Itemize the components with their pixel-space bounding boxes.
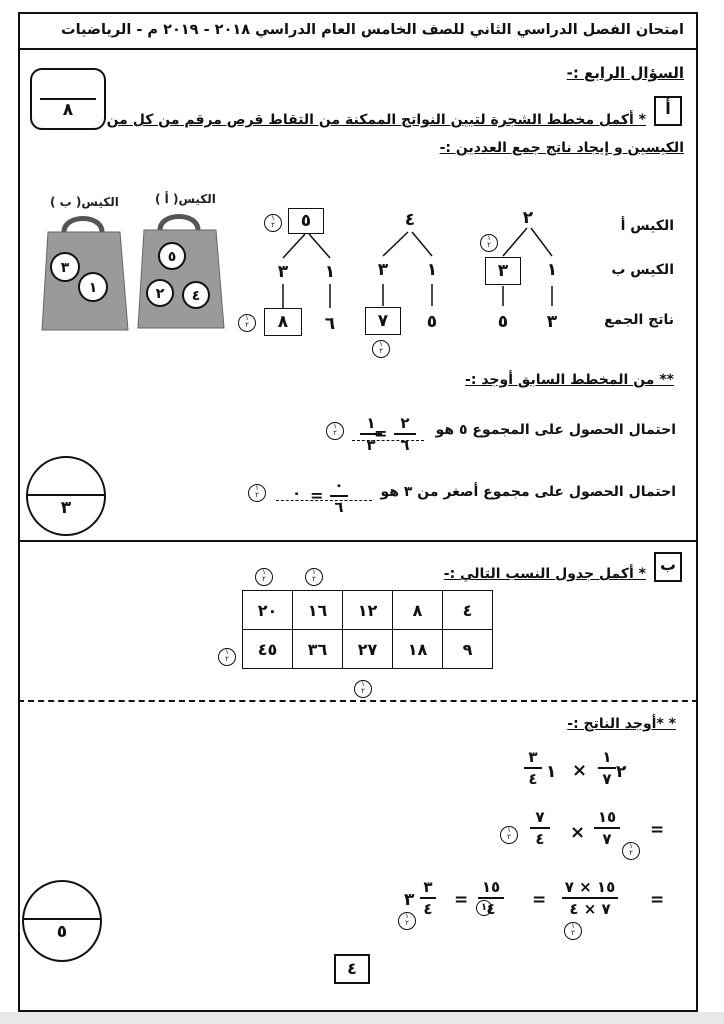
fraction: ١٥ × ٧ ٧ × ٤	[562, 878, 618, 918]
half-mark-icon: ١ ٢	[354, 680, 372, 698]
half-mark-icon: ١ ٢	[500, 826, 518, 844]
from-diagram-heading: ** من المخطط السابق أوجد :-	[465, 372, 674, 388]
probability-1-simplified: ١ ٣	[360, 414, 382, 454]
table-row	[243, 630, 493, 669]
dashed-divider	[18, 700, 698, 702]
bag-a-label: الكيس( أ )	[155, 192, 216, 206]
scan-edge	[0, 1012, 724, 1024]
part-b-instruction: * أكمل جدول النسب التالي :-	[443, 566, 646, 582]
answer-line	[276, 500, 372, 501]
tree3-sum-right: ٦	[324, 314, 336, 334]
equals-sign: =	[374, 424, 388, 443]
bag-a-icon	[132, 208, 232, 332]
mixed-whole: ٢	[616, 762, 627, 782]
part-a-label: أ	[654, 96, 682, 126]
times-sign: ×	[570, 822, 586, 843]
table-cell: ١٢	[343, 591, 393, 630]
tree2-top: ٤	[404, 210, 416, 230]
table-cell: ٨	[393, 591, 443, 630]
bag-b-label: الكيس( ب )	[50, 195, 119, 209]
bag-a-disc: ٢	[146, 279, 174, 307]
probability-1-text: احتمال الحصول على المجموع ٥ هو	[435, 422, 676, 438]
part-a-score-circle	[26, 456, 106, 536]
times-sign: ×	[572, 760, 588, 781]
half-mark-icon: ١ ٢	[248, 484, 266, 502]
section-divider	[18, 540, 698, 542]
tree2-left: ٣	[377, 260, 389, 280]
table-cell: ٤٥	[243, 630, 293, 669]
half-mark-icon: ١ ٢	[255, 568, 273, 586]
probability-2-answer: ٠ ٦	[330, 476, 348, 516]
row-label-bag-a: الكيس أ	[620, 218, 674, 234]
bag-a-disc: ٤	[182, 281, 210, 309]
bag-b-disc: ١	[78, 272, 108, 302]
cancel-circle: ١	[476, 900, 492, 916]
half-mark-icon: ١ ٢	[622, 842, 640, 860]
probability-2-text: احتمال الحصول على مجموع أصغر من ٣ هو	[380, 484, 676, 500]
tree3-sum-left: ٨	[264, 308, 302, 336]
row-label-bag-b: الكيس ب	[611, 262, 674, 278]
half-mark-icon: ١ ٢	[564, 922, 582, 940]
part-b-score-circle	[22, 880, 102, 962]
table-cell: ٢٧	[343, 630, 393, 669]
table-cell: ١٨	[393, 630, 443, 669]
half-mark-icon: ١ ٢	[218, 648, 236, 666]
part-b-label: ب	[654, 552, 682, 582]
table-cell: ٩	[443, 630, 493, 669]
mixed-fraction: ١ ٧	[598, 748, 616, 788]
part-a-instruction-2: الكيسين و إيجاد ناتج جمع العددين :-	[439, 140, 684, 156]
equals-sign: =	[532, 890, 547, 910]
tree1-sum-right: ٣	[546, 312, 558, 332]
part-a-score: ٣	[60, 498, 72, 518]
table-row	[243, 591, 493, 630]
fraction: ١٥ ٧	[594, 808, 620, 848]
probability-1-answer: ٢ ٦	[394, 414, 416, 454]
half-mark-icon: ١ ٢	[326, 422, 344, 440]
answer-line	[352, 440, 424, 441]
table-cell: ٣٦	[293, 630, 343, 669]
table-cell: ٤	[443, 591, 493, 630]
part-a-instruction-1: * أكمل مخطط الشجرة لتبين النواتج الممكنة من التقاط قرص مرقم من كل من	[106, 112, 646, 128]
half-mark-icon: ١ ٢	[398, 912, 416, 930]
equals-sign: =	[454, 890, 469, 910]
half-mark-icon: ١ ٢	[238, 314, 256, 332]
mixed-fraction: ٣ ٤	[420, 878, 436, 918]
equals-sign: =	[650, 820, 665, 840]
tree1-top: ٢	[522, 208, 534, 228]
half-mark-icon: ١ ٢	[264, 214, 282, 232]
bag-b-disc: ٣	[50, 252, 80, 282]
total-score: ٨	[62, 100, 74, 120]
mixed-whole: ٣	[404, 890, 415, 910]
equals-sign: =	[310, 486, 324, 505]
equals-sign: =	[650, 890, 665, 910]
question-heading: السؤال الرابع :-	[566, 64, 684, 82]
bag-a-disc: ٥	[158, 242, 186, 270]
tree1-right: ١	[546, 260, 558, 280]
half-mark-icon: ١ ٢	[480, 234, 498, 252]
fraction: ٧ ٤	[530, 808, 550, 848]
table-cell: ٢٠	[243, 591, 293, 630]
tree3-right: ١	[324, 262, 336, 282]
fraction: ١٥ ٤	[478, 878, 504, 918]
tree2-right: ١	[426, 260, 438, 280]
tree2-sum-right: ٥	[426, 312, 438, 332]
probability-2-simplified: ٠	[292, 484, 302, 502]
half-mark-icon: ١ ٢	[372, 340, 390, 358]
row-label-sum: ناتج الجمع	[604, 312, 674, 328]
page-number: ٤	[334, 954, 370, 984]
part-b-score: ٥	[56, 922, 68, 942]
tree2-sum-left: ٧	[365, 307, 401, 335]
exam-header: امتحان الفصل الدراسي الثاني للصف الخامس العام الدراسي ٢٠١٨ - ٢٠١٩ م - الرياضيات	[61, 22, 684, 38]
tree3-top: ٥	[288, 208, 324, 234]
tree1-sum-left: ٥	[497, 312, 509, 332]
half-mark-icon: ١ ٢	[305, 568, 323, 586]
tree1-left: ٣	[485, 257, 521, 285]
find-result-heading: * *أوجد الناتج :-	[567, 716, 676, 732]
mixed-whole: ١	[546, 762, 557, 782]
tree3-left: ٣	[277, 262, 289, 282]
ratio-table	[242, 590, 493, 669]
table-cell: ١٦	[293, 591, 343, 630]
mixed-fraction: ٣ ٤	[524, 748, 542, 788]
